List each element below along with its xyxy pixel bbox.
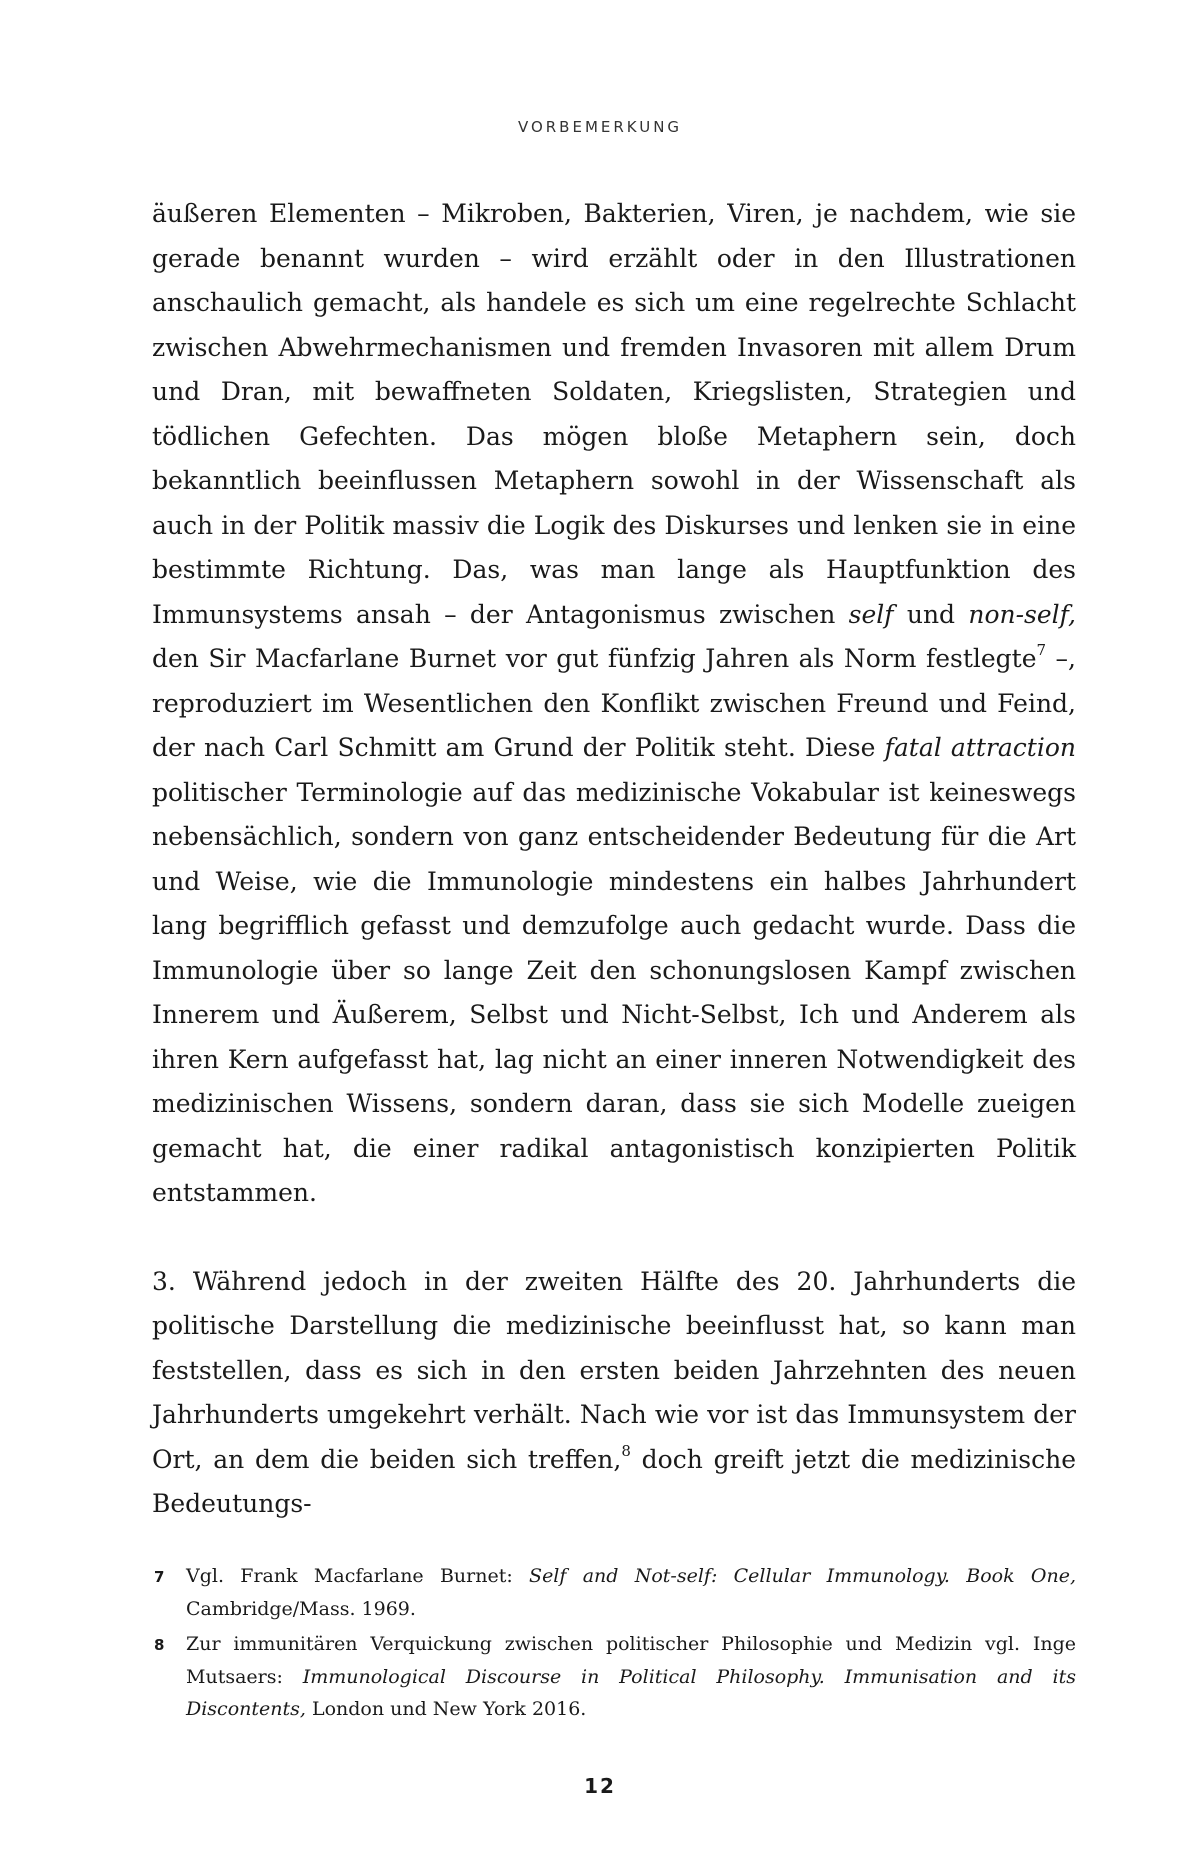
italic-title: Immunological Discourse in Political Philosophy. Immunisation and its Discontents, [186,1666,1076,1720]
page-number: 12 [584,1774,616,1798]
footnote-ref[interactable]: 8 [621,1441,631,1460]
paragraph [152,192,1076,1216]
text-run: Zur immunitären Verquickung zwischen politischer Philosophie und Medizin vgl. Inge Mutsaers: [186,1633,1076,1688]
text-run: politischer Terminologie auf das medizinische Vokabular ist keineswegs nebensächlich, sondern von ganz entscheidender Bedeutung für die Art und Weise, wie die Immunologie mindestens ein halbes Jahrhundert lang begrifflich gefasst und demzufolge auch gedacht wurde. Dass die Immunologie über so lange Zeit den schonungslosen Kampf zwischen Innerem und Äußerem, Selbst und Nicht-Selbst, Ich und Anderem als ihren Kern aufgefasst hat, lag nicht an einer inneren Notwendigkeit des medizinischen Wissens, sondern daran, dass sie sich Modelle zueigen gemacht hat, die einer radikal antagonistisch konzipierten Politik entstammen. [152,777,1076,1207]
footnote [154,1628,1076,1725]
italic-term: non-self, [968,599,1076,629]
text-run: äußeren Elementen – Mikroben, Bakterien, Viren, je nachdem, wie sie gerade benannt wurden – wird erzählt oder in den Illustrationen anschaulich gemacht, als handele es sich um eine regelrechte Schlacht zwischen Abwehrmechanismen und fremden Invasoren mit allem Drum und Dran, mit bewaffneten Soldaten, Kriegslisten, Strategien und tödlichen Gefechten. Das mögen bloße Metaphern sein, doch bekanntlich beeinflussen Metaphern sowohl in der Wissenschaft als auch in der Politik massiv die Logik des Diskurses und lenken sie in eine bestimmte Richtung. Das, was man lange als Hauptfunktion des Immunsystems ansah – der Antagonismus zwischen [152,199,1076,629]
italic-title: Self and Not-self: Cellular Immunology. Book One, [529,1565,1076,1587]
text-run: London und New York 2016. [305,1698,587,1720]
italic-term: self [848,599,894,629]
footnote [154,1560,1076,1625]
text-run: 3. Während jedoch in der zweiten Hälfte des 20. Jahrhunderts die politische Darstellung die medizinische beeinflusst hat, so kann man feststellen, dass es sich in den ersten beiden Jahrzehnten des neuen Jahrhunderts umgekehrt verhält. Nach wie vor ist das Immunsystem der Ort, an dem die beiden sich treffen, [152,1266,1076,1474]
text-run: doch greift jetzt die medizinische Bedeutungs- [152,1444,1076,1518]
footnote-number: 7 [154,1568,165,1586]
footnotes [154,1560,1076,1728]
text-run: Cambridge/Mass. 1969. [186,1598,416,1620]
footnote-number: 8 [154,1636,165,1654]
text-run: –, reproduziert im Wesentlichen den Konflikt zwischen Freund und Feind, der nach Carl Schmitt am Grund der Politik steht. Diese [152,644,1076,762]
footnote-ref[interactable]: 7 [1036,641,1047,659]
italic-term: fatal attraction [884,733,1076,762]
text-run: Vgl. Frank Macfarlane Burnet: [186,1565,530,1587]
text-run: den Sir Macfarlane Burnet vor gut fünfzig Jahren als Norm festlegte [152,644,1037,673]
text-run: und [893,599,969,629]
paragraph [152,1260,1076,1527]
running-head: VORBEMERKUNG [517,118,683,136]
body-text [152,192,1076,1527]
